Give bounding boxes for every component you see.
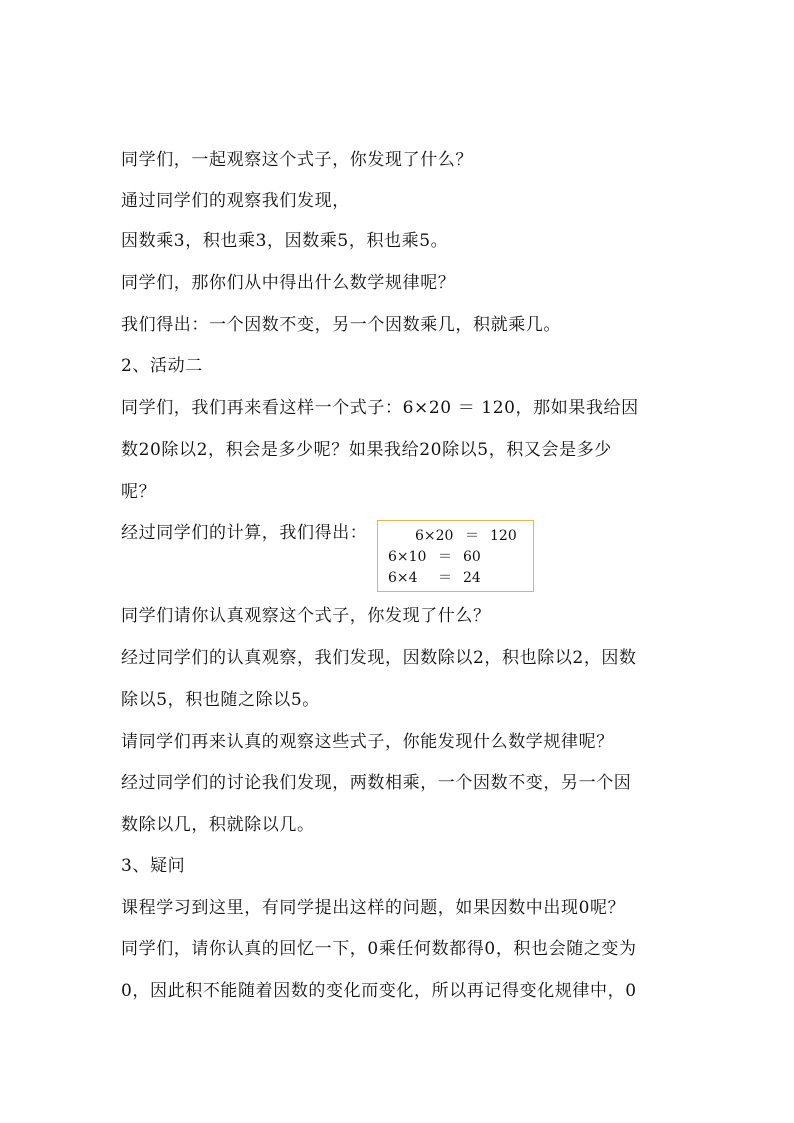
equation-right: 120	[490, 528, 517, 544]
paragraph: 因数乘3，积也乘3，因数乘5，积也乘5。	[121, 231, 449, 251]
equation-left: 6×20	[415, 528, 454, 544]
paragraph: 我们得出：一个因数不变，另一个因数乘几，积就乘几。	[121, 315, 561, 335]
equation-left: 6×10	[388, 549, 427, 565]
paragraph: 0，因此积不能随着因数的变化而变化，所以再记得变化规律中，0	[121, 981, 637, 1001]
paragraph: 同学们，那你们从中得出什么数学规律呢？	[121, 273, 456, 293]
paragraph: 同学们，一起观察这个式子，你发现了什么？	[121, 150, 473, 170]
paragraph: 数除以几，积就除以几。	[121, 815, 315, 835]
section-heading: 2、活动二	[121, 356, 203, 376]
paragraph: 除以5，积也随之除以5。	[121, 690, 320, 710]
section-heading: 3、疑问	[121, 856, 186, 876]
paragraph: 通过同学们的观察我们发现，	[121, 191, 350, 211]
paragraph: 同学们请你认真观察这个式子，你发现了什么？	[121, 606, 491, 626]
equation-right: 24	[463, 570, 481, 586]
equation-right: 60	[463, 549, 481, 565]
paragraph: 呢？	[121, 482, 157, 502]
paragraph: 经过同学们的认真观察，我们发现，因数除以2，积也除以2，因数	[121, 648, 637, 668]
paragraph: 同学们，我们再来看这样一个式子：6×20 ＝ 120，那如果我给因	[121, 398, 639, 418]
paragraph: 请同学们再来认真的观察这些式子，你能发现什么数学规律呢？	[121, 732, 614, 752]
equation-left: 6×4	[388, 570, 418, 586]
paragraph: 经过同学们的讨论我们发现，两数相乘，一个因数不变，另一个因	[121, 773, 632, 793]
paragraph: 经过同学们的计算，我们得出：	[121, 523, 368, 543]
paragraph: 数20除以2，积会是多少呢？如果我给20除以5，积又会是多少	[121, 440, 612, 460]
equation-box	[377, 520, 534, 592]
paragraph: 同学们，请你认真的回忆一下，0乘任何数都得0，积也会随之变为	[121, 939, 637, 959]
equation-equals: ＝	[438, 570, 452, 586]
paragraph: 课程学习到这里，有同学提出这样的问题，如果因数中出现0呢？	[121, 898, 626, 918]
equation-equals: ＝	[465, 528, 479, 544]
equation-equals: ＝	[438, 549, 452, 565]
